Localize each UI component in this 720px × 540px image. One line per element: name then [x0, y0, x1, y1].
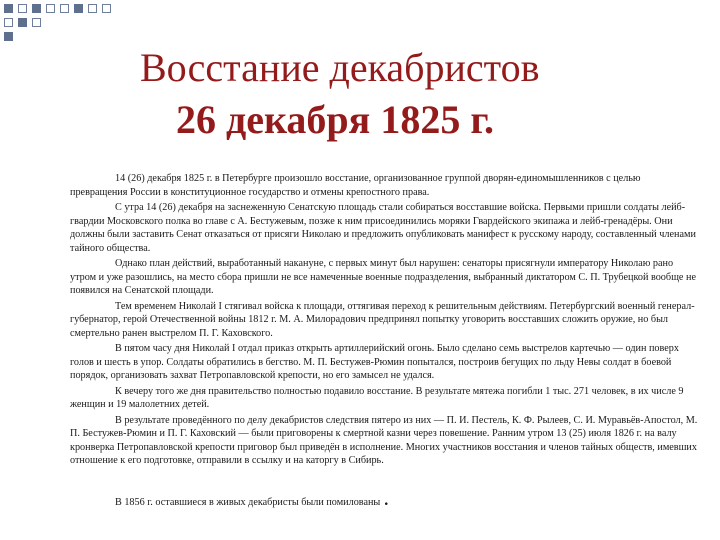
decor-square: [18, 4, 27, 13]
decor-square: [4, 32, 13, 41]
decor-square: [32, 18, 41, 27]
paragraph: Однако план действий, выработанный накануне, с первых минут был нарушен: сенаторы присягнули императору Николаю рано утром и уже разошлись, на место сбора пришли не все намеченные военные подразделения, выбранный диктатором С. П. Трубецкой вообще не появился на Сенатской площади.: [70, 258, 696, 296]
decor-square: [74, 4, 83, 13]
paragraph: В пятом часу дня Николай I отдал приказ открыть артиллерийский огонь. Было сделано семь выстрелов картечью — один поверх голов и шесть в упор. Солдаты обратились в бегство. М. П. Бестужев-Рюмин попытался, построив бегущих по льду Невы солдат в боевой порядок, организовать захват Петропавловской крепости, но его замысел не удался.: [70, 343, 679, 381]
final-line: [115, 494, 635, 509]
paragraph: Тем временем Николай I стягивал войска к площади, оттягивая переход к решительным действиям. Петербургский военный генерал-губернатор, герой Отечественной войны 1812 г. М. А. Милорадович предпринял попытку уговорить восставших сложить оружие, но был смертельно ранен выстрелом П. Г. Каховского.: [70, 300, 695, 339]
paragraph: К вечеру того же дня правительство полностью подавило восстание. В результате мятежа погибли 1 тыс. 271 человек, в их числе 9 женщин и 19 малолетних детей.: [70, 385, 684, 410]
slide-body-text: [70, 172, 700, 470]
paragraph: 14 (26) декабря 1825 г. в Петербурге произошло восстание, организованное группой дворян-единомышленников с целью превращения России в конституционное государство и отмены крепостного права.: [70, 173, 641, 198]
decor-square: [4, 18, 13, 27]
slide-subtitle-date: 26 декабря 1825 г.: [176, 97, 494, 142]
decor-square: [88, 4, 97, 13]
final-line-text: В 1856 г. оставшиеся в живых декабристы были помилованы: [115, 497, 381, 508]
decor-square: [18, 18, 27, 27]
slide-title: Восстание декабристов: [140, 45, 540, 90]
paragraph: С утра 14 (26) декабря на заснеженную Сенатскую площадь стали собираться восставшие войска. Первыми пришли солдаты лейб-гвардии Московского полка во главе с А. Бестужевым, позже к ним присоединились моряки Гвардейского экипажа и лейб-гренадёры. Они должны были заставить Сенат отказаться от присяги Николаю и предложить опубликовать манифест к русскому народу, составленный членами тайного общества.: [70, 202, 696, 254]
decor-square: [102, 4, 111, 13]
decor-square: [46, 4, 55, 13]
corner-decoration: [0, 0, 130, 40]
decor-square: [4, 4, 13, 13]
final-mark: .: [384, 492, 389, 509]
paragraph: В результате проведённого по делу декабристов следствия пятеро из них — П. И. Пестель, К. Ф. Рылеев, С. И. Муравьёв-Апостол, М. П. Бестужев-Рюмин и П. Г. Каховский — были приговорены к смертной казни через повешение. Ранним утром 13 (25) июля 1826 г. на валу кронверка Петропавловской крепости приговор был приведён в исполнение. Многих участников восстания и членов тайных обществ, имевших отношение к его подготовке, отправили в ссылку и на каторгу в Сибирь.: [70, 414, 698, 466]
decor-square: [60, 4, 69, 13]
decor-square: [32, 4, 41, 13]
